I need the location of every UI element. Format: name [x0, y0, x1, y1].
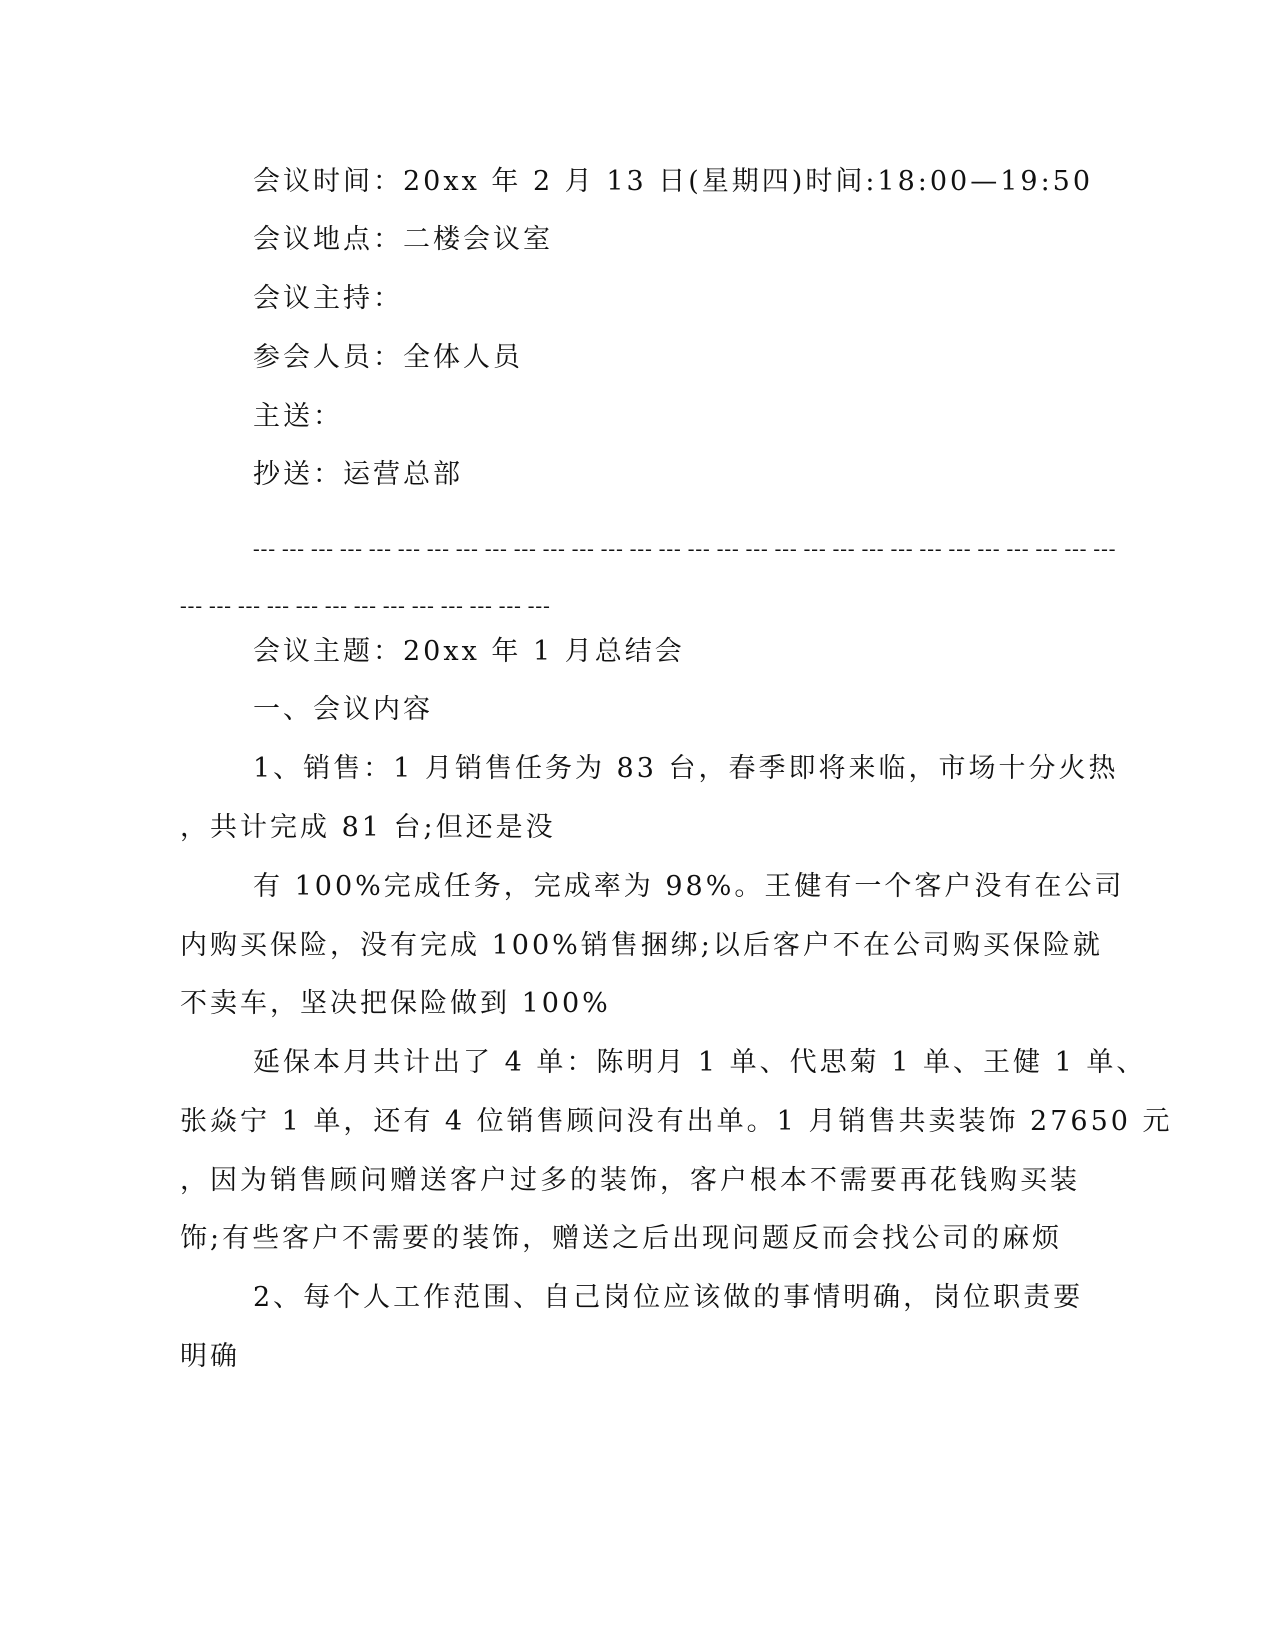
paragraph-sales-line-2: ，共计完成 81 台;但还是没 [180, 812, 556, 843]
paragraph-insurance-line-3: 不卖车，坚决把保险做到 100% [180, 988, 611, 1019]
paragraph-insurance-line-1: 有 100%完成任务，完成率为 98%。王健有一个客户没有在公司 [253, 871, 1125, 902]
meeting-attendees: 参会人员：全体人员 [253, 342, 523, 373]
main-recipient: 主送： [253, 401, 343, 432]
paragraph-sales-line-1: 1、销售：1 月销售任务为 83 台，春季即将来临，市场十分火热 [253, 753, 1119, 784]
meeting-host: 会议主持： [253, 283, 403, 314]
meeting-topic: 会议主题：20xx 年 1 月总结会 [253, 636, 685, 667]
paragraph-warranty-line-2: 张焱宁 1 单，还有 4 位销售顾问没有出单。1 月销售共卖装饰 27650 元 [180, 1106, 1173, 1137]
paragraph-duties-line-1: 2、每个人工作范围、自己岗位应该做的事情明确，岗位职责要 [253, 1282, 1084, 1313]
paragraph-insurance-line-2: 内购买保险，没有完成 100%销售捆绑;以后客户不在公司购买保险就 [180, 930, 1103, 961]
cc-recipient: 抄送：运营总部 [253, 459, 463, 490]
paragraph-warranty-line-1: 延保本月共计出了 4 单：陈明月 1 单、代思菊 1 单、王健 1 单、 [253, 1047, 1147, 1078]
separator-line-1: --- --- --- --- --- --- --- --- --- --- --- --- --- --- --- --- --- --- --- --- --- --- --- --- --- --- --- --- --- --- [253, 538, 1117, 560]
paragraph-warranty-line-3: ，因为销售顾问赠送客户过多的装饰，客户根本不需要再花钱购买装 [180, 1165, 1080, 1196]
meeting-location: 会议地点：二楼会议室 [253, 224, 553, 255]
separator-line-2: --- --- --- --- --- --- --- --- --- --- --- --- --- [180, 595, 551, 617]
meeting-time: 会议时间：20xx 年 2 月 13 日(星期四)时间:18:00—19:50 [253, 166, 1094, 197]
paragraph-warranty-line-4: 饰;有些客户不需要的装饰，赠送之后出现问题反而会找公司的麻烦 [180, 1223, 1063, 1254]
section-heading: 一、会议内容 [253, 694, 433, 725]
paragraph-duties-line-2: 明确 [180, 1341, 240, 1372]
